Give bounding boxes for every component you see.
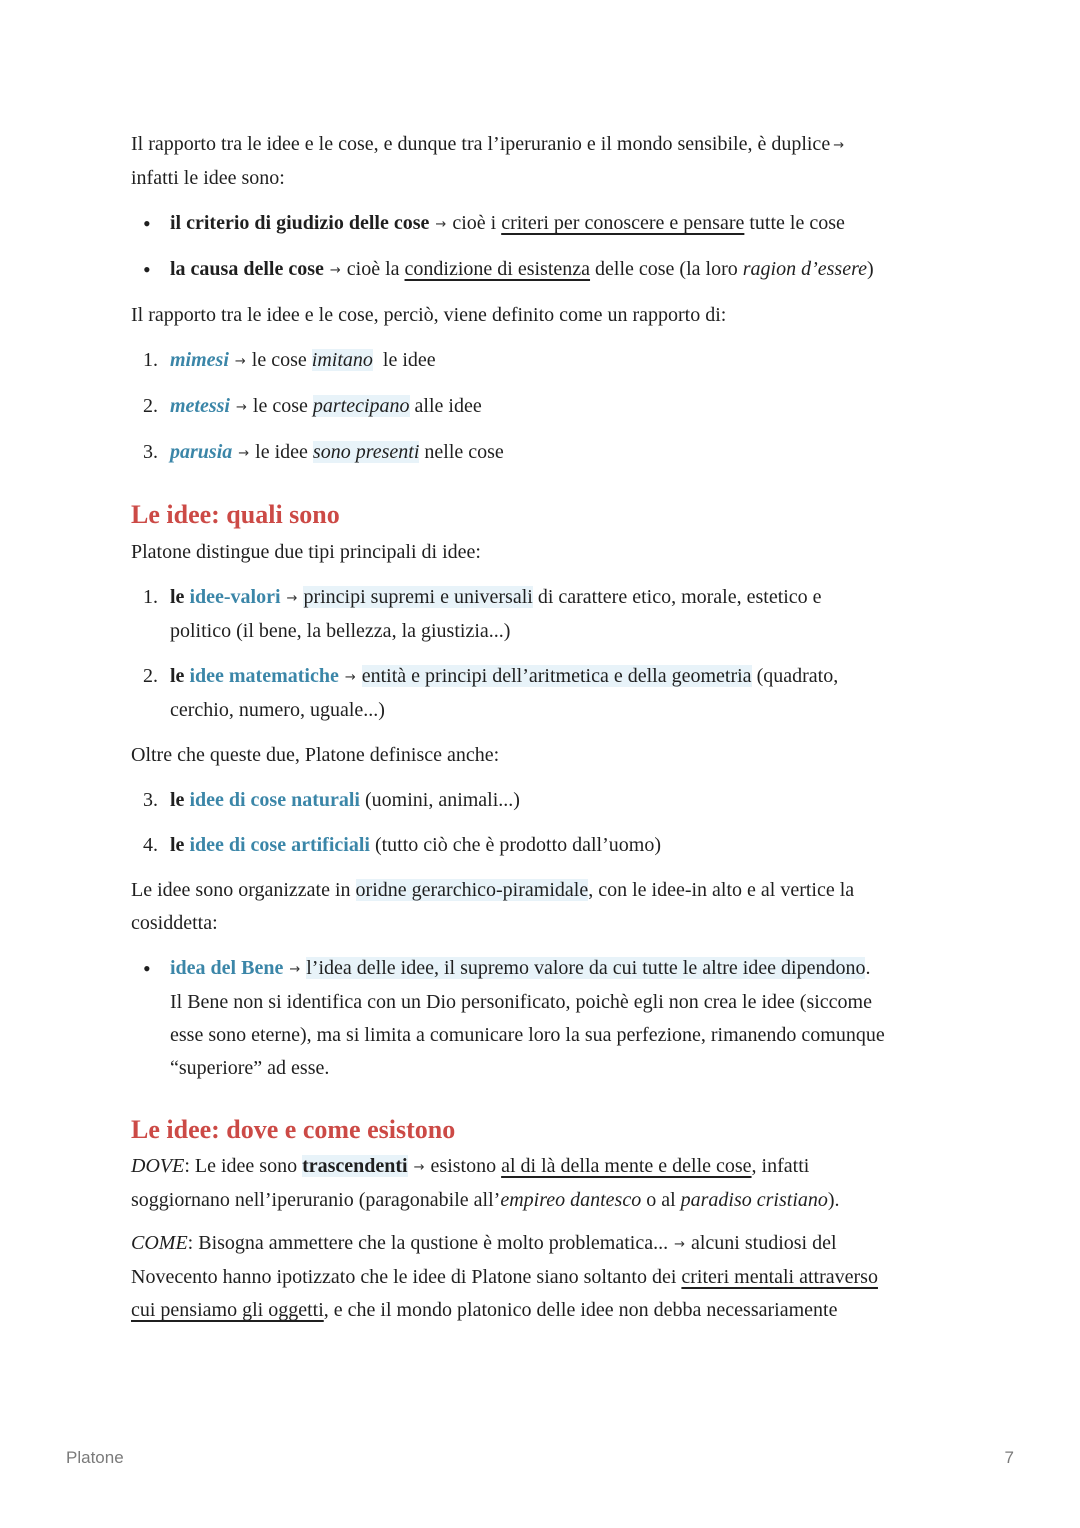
- arrow-icon: →: [236, 400, 247, 415]
- list-item: • idea del Bene → l’idea delle idee, il supremo valore da cui tutte le altre idee dipendono. Il Bene non si identifica con un Dio personificato, poichè egli non crea le idee (siccome esse sono eterne), ma si limita a comunicare loro la sua perfezione, rimanendo comunque “superiore” ad esse.: [131, 952, 961, 1085]
- list-item: • la causa delle cose → cioè la condizione di esistenza delle cose (la loro ragion d’essere): [131, 253, 961, 287]
- arrow-icon: →: [238, 446, 250, 461]
- arrow-icon: →: [234, 354, 246, 369]
- footer-title: Platone: [66, 1448, 124, 1467]
- arrow-icon: →: [833, 138, 845, 153]
- intro-paragraph: [131, 128, 961, 195]
- come-paragraph: COME: Bisogna ammettere che la qustione è molto problematica... → alcuni studiosi del Novecento hanno ipotizzato che le idee di Platone siano soltanto dei criteri mentali attraverso cui pensiamo gli oggetti, e che il mondo platonico delle idee non debba necessariamente: [131, 1232, 878, 1321]
- arrow-icon: →: [289, 962, 301, 977]
- list-item: 3. le idee di cose naturali (uomini, animali...): [143, 789, 520, 811]
- organization-paragraph: Le idee sono organizzate in oridne gerarchico-piramidale, con le idee-in alto e al vertice la cosiddetta:: [131, 879, 855, 934]
- arrow-icon: →: [435, 217, 447, 232]
- list-item: 2. metessi → le cose partecipano alle idee: [143, 395, 482, 417]
- section-heading: Le idee: quali sono: [131, 500, 340, 529]
- intro-line1: Il rapporto tra le idee e le cose, e dunque tra l’iperuranio e il mondo sensibile, è duplice: [131, 133, 831, 155]
- arrow-icon: →: [286, 591, 298, 606]
- arrow-icon: →: [344, 670, 356, 685]
- list-item: 3. parusia → le idee sono presenti nelle cose: [143, 441, 504, 463]
- list-item: • il criterio di giudizio delle cose → cioè i criteri per conoscere e pensare tutte le cose: [131, 207, 961, 241]
- section-heading: Le idee: dove e come esistono: [131, 1115, 456, 1144]
- section-intro: Platone distingue due tipi principali di idee:: [131, 541, 481, 563]
- arrow-icon: →: [674, 1237, 685, 1252]
- dove-paragraph: DOVE: Le idee sono trascendenti → esistono al di là della mente e delle cose, infatti soggiornano nell’iperuranio (paragonabile all’empireo dantesco o al paradiso cristiano).: [131, 1155, 840, 1211]
- intro-line2: infatti le idee sono:: [131, 167, 285, 189]
- arrow-icon: →: [329, 263, 341, 278]
- list-item: 4. le idee di cose artificiali (tutto ciò che è prodotto dall’uomo): [143, 834, 661, 856]
- arrow-icon: →: [413, 1160, 425, 1175]
- list-item: 1. mimesi → le cose imitano le idee: [143, 349, 436, 371]
- list-item: 1. le idee-valori → principi supremi e universali di carattere etico, morale, estetico e politico (il bene, la bellezza, la giustizia...): [143, 586, 822, 642]
- also-paragraph: Oltre che queste due, Platone definisce anche:: [131, 744, 500, 766]
- relation-intro: Il rapporto tra le idee e le cose, perciò, viene definito come un rapporto di:: [131, 304, 727, 326]
- page-content: [131, 128, 961, 1327]
- page-number: 7: [1004, 1448, 1014, 1467]
- list-item: 2. le idee matematiche → entità e principi dell’aritmetica e della geometria (quadrato, cerchio, numero, uguale...): [143, 665, 839, 721]
